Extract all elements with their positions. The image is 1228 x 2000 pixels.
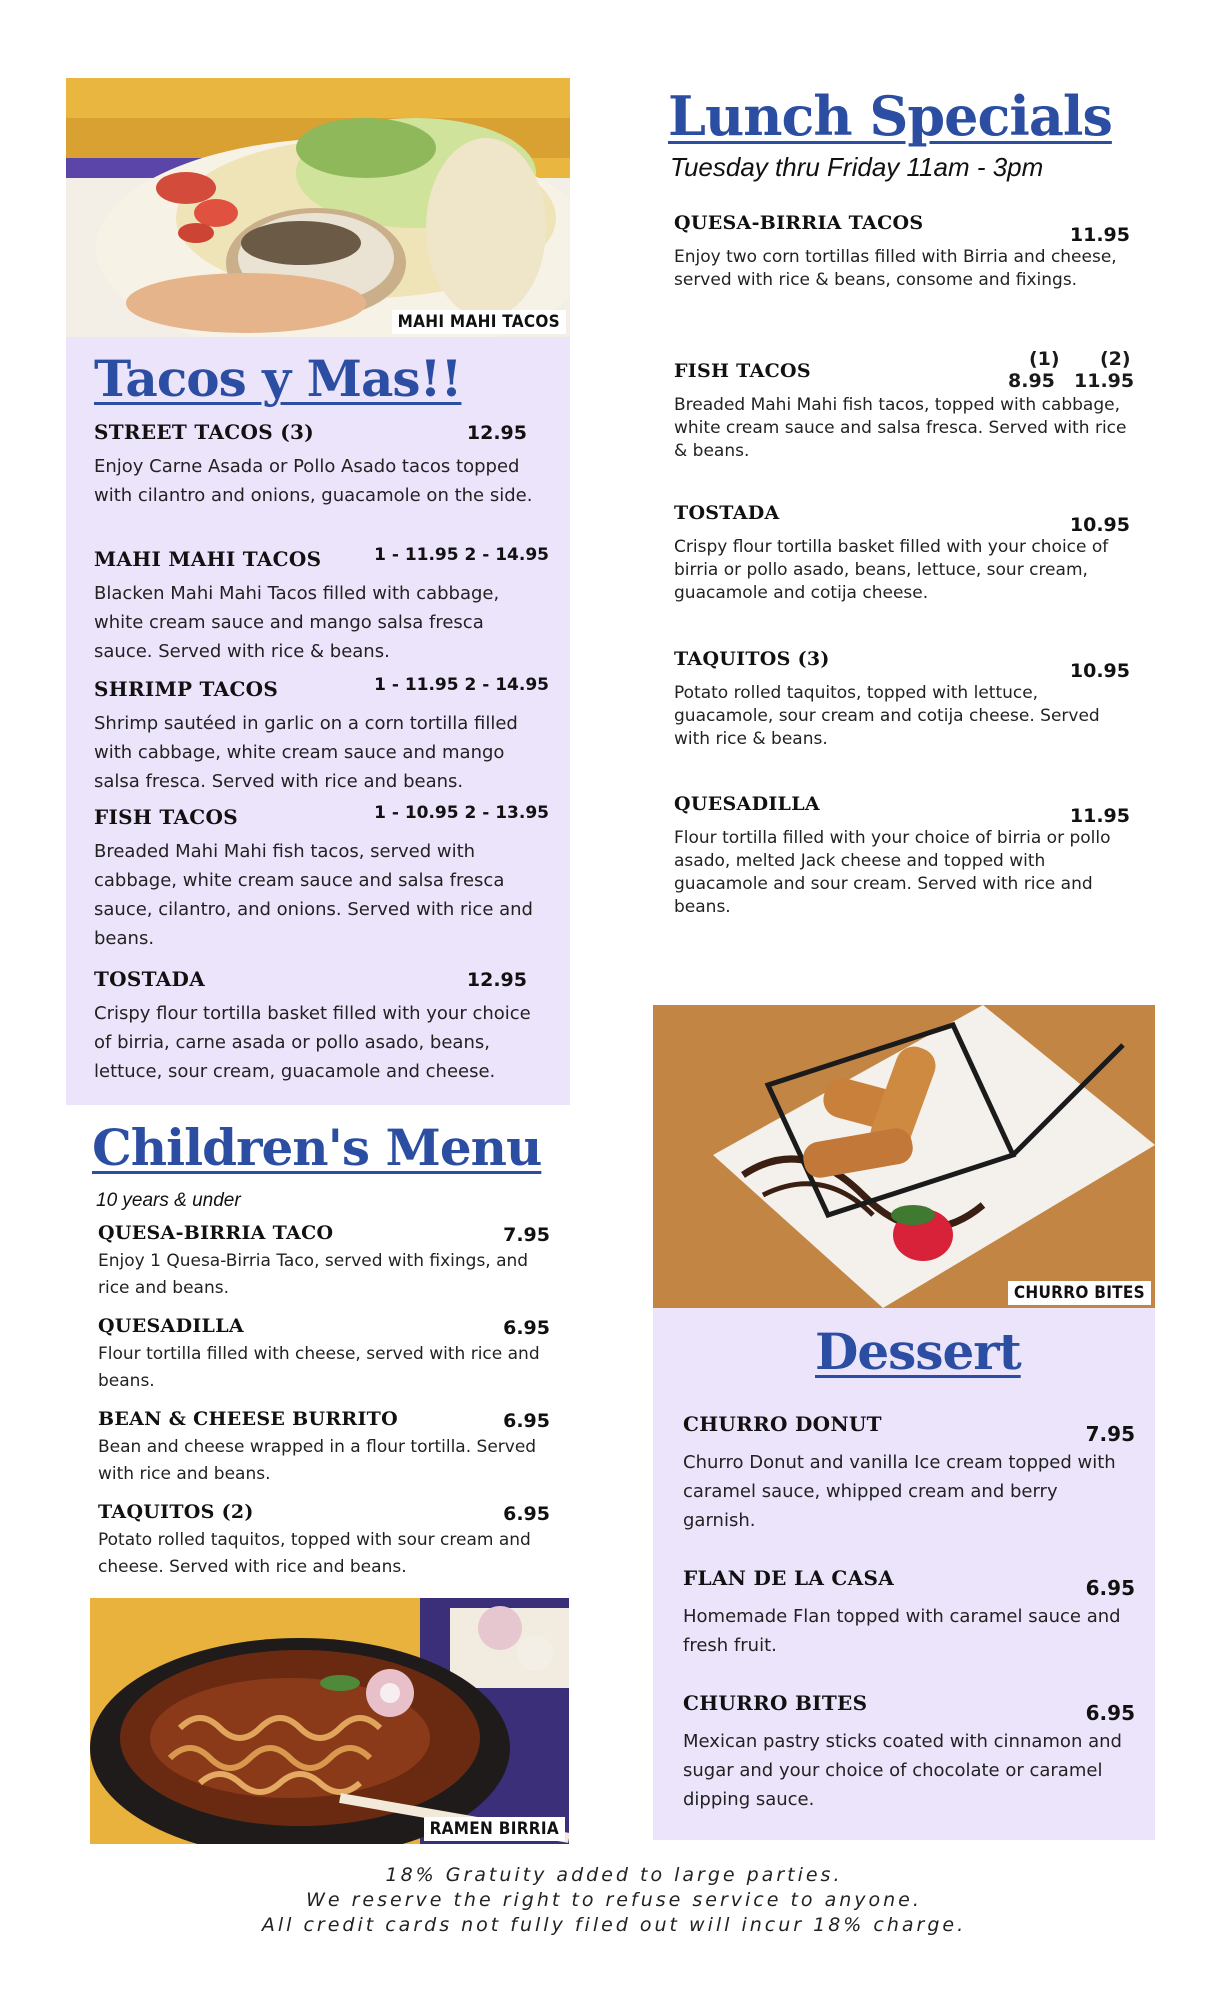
item-price: 6.95 [1085,1576,1135,1600]
churro-bites-photo [653,1005,1155,1308]
item-description: Breaded Mahi Mahi fish tacos, topped with cabbage, white cream sauce and salsa fresca. Served with rice & beans. [674,395,1127,461]
item-name: TAQUITOS (2) [98,1501,254,1523]
item-description: Enjoy two corn tortillas filled with Birria and cheese, served with rice & beans, consome and fixings. [674,247,1117,290]
item-description: Potato rolled taquitos, topped with lettuce, guacamole, sour cream and cotija cheese. Served with rice & beans. [674,683,1100,749]
menu-item [94,967,549,1087]
section-title: Children's Menu [92,1118,542,1177]
menu-item [98,1315,550,1400]
item-name: CHURRO BITES [683,1691,868,1715]
photo-caption: RAMEN BIRRIA [424,1817,565,1841]
menu-item [683,1691,1135,1811]
item-price: 6.95 [503,1410,550,1432]
menu-item [94,805,549,955]
item-name: TOSTADA [674,502,780,524]
item-name: TOSTADA [94,967,206,991]
item-name: CHURRO DONUT [683,1412,882,1436]
menu-item [98,1501,550,1586]
item-name: FLAN DE LA CASA [683,1566,895,1590]
photo-caption: MAHI MAHI TACOS [392,310,566,334]
item-price: 6.95 [1085,1701,1135,1725]
section-title: Lunch Specials [668,84,1112,148]
item-price: 7.95 [1085,1422,1135,1446]
price-2: 11.95 [1074,370,1135,392]
item-price: 10.95 [1069,514,1130,536]
menu-item [94,547,549,662]
item-description: Mexican pastry sticks coated with cinnamon and sugar and your choice of chocolate or caramel dipping sauce. [683,1731,1122,1810]
item-description: Breaded Mahi Mahi fish tacos, served with cabbage, white cream sauce and salsa fresca sauce, cilantro, and onions. Served with rice and beans. [94,841,533,949]
menu-item [94,420,549,530]
menu-item [674,212,1130,322]
ramen-birria-photo [90,1598,569,1844]
section-title: Tacos y Mas!! [94,349,462,408]
item-price: 6.95 [503,1503,550,1525]
menu-item [674,348,1135,468]
menu-item [683,1566,1135,1666]
item-description: Churro Donut and vanilla Ice cream topped with caramel sauce, whipped cream and berry garnish. [683,1452,1116,1531]
footer-gratuity-note: 18% Gratuity added to large parties. [385,1864,843,1886]
item-name: MAHI MAHI TACOS [94,547,322,571]
item-name: FISH TACOS [94,805,238,829]
item-name: QUESA-BIRRIA TACO [98,1222,334,1244]
item-price: 12.95 [466,422,527,444]
item-price: 1 - 11.95 2 - 14.95 [374,675,549,695]
item-name: STREET TACOS (3) [94,420,314,444]
item-description: Crispy flour tortilla basket filled with your choice of birria, carne asada or pollo asado, beans, lettuce, sour cream, guacamole and cheese. [94,1003,531,1082]
price-1: 8.95 [1008,370,1055,392]
mahi-mahi-tacos-photo [66,78,570,337]
item-description: Blacken Mahi Mahi Tacos filled with cabbage, white cream sauce and mango salsa fresca sauce. Served with rice & beans. [94,583,500,662]
price-header-2: (2) [1100,348,1131,370]
item-price: 1 - 11.95 2 - 14.95 [374,545,549,565]
item-description: Potato rolled taquitos, topped with sour cream and cheese. Served with rice and beans. [98,1530,531,1577]
section-subtitle: 10 years & under [96,1190,241,1211]
item-price: 12.95 [466,969,527,991]
menu-item [98,1408,550,1493]
item-name: BEAN & CHEESE BURRITO [98,1408,398,1430]
item-name: TAQUITOS (3) [674,648,830,670]
item-name: SHRIMP TACOS [94,677,279,701]
tacos-panel [66,337,570,1105]
item-description: Crispy flour tortilla basket filled with your choice of birria or pollo asado, beans, lettuce, sour cream, guacamole and cotija cheese. [674,537,1109,603]
menu-item [98,1222,550,1307]
footer-credit-card-note: All credit cards not fully filed out will incur 18% charge. [261,1914,967,1936]
item-name: FISH TACOS [674,360,811,382]
item-name: QUESADILLA [98,1315,244,1337]
photo-caption: CHURRO BITES [1008,1281,1151,1305]
item-description: Flour tortilla filled with cheese, served with rice and beans. [98,1344,540,1391]
item-name: QUESA-BIRRIA TACOS [674,212,924,234]
section-subtitle: Tuesday thru Friday 11am - 3pm [670,152,1044,182]
item-description: Homemade Flan topped with caramel sauce and fresh fruit. [683,1606,1121,1656]
item-price: 1 - 10.95 2 - 13.95 [374,803,549,823]
menu-item [674,793,1130,923]
item-price: 11.95 [1069,224,1130,246]
dessert-panel [653,1308,1155,1840]
menu-item [94,677,549,792]
item-description: Enjoy 1 Quesa-Birria Taco, served with fixings, and rice and beans. [98,1251,529,1298]
menu-item [674,502,1130,612]
item-name: QUESADILLA [674,793,820,815]
item-price: 11.95 [1069,805,1130,827]
item-description: Flour tortilla filled with your choice of birria or pollo asado, melted Jack cheese and topped with guacamole and sour cream. Served with rice and beans. [674,828,1111,917]
item-description: Shrimp sautéed in garlic on a corn tortilla filled with cabbage, white cream sauce and mango salsa fresca. Served with rice and beans. [94,713,518,792]
price-header-1: (1) [1029,348,1060,370]
item-description: Enjoy Carne Asada or Pollo Asado tacos topped with cilantro and onions, guacamole on the side. [94,456,533,506]
item-description: Bean and cheese wrapped in a flour tortilla. Served with rice and beans. [98,1437,537,1484]
item-price: 10.95 [1069,660,1130,682]
item-price: 7.95 [503,1224,550,1246]
menu-item [674,648,1130,758]
item-price: 6.95 [503,1317,550,1339]
footer-refuse-note: We reserve the right to refuse service to anyone. [306,1889,922,1911]
section-title: Dessert [815,1322,1021,1381]
menu-item [683,1412,1135,1532]
